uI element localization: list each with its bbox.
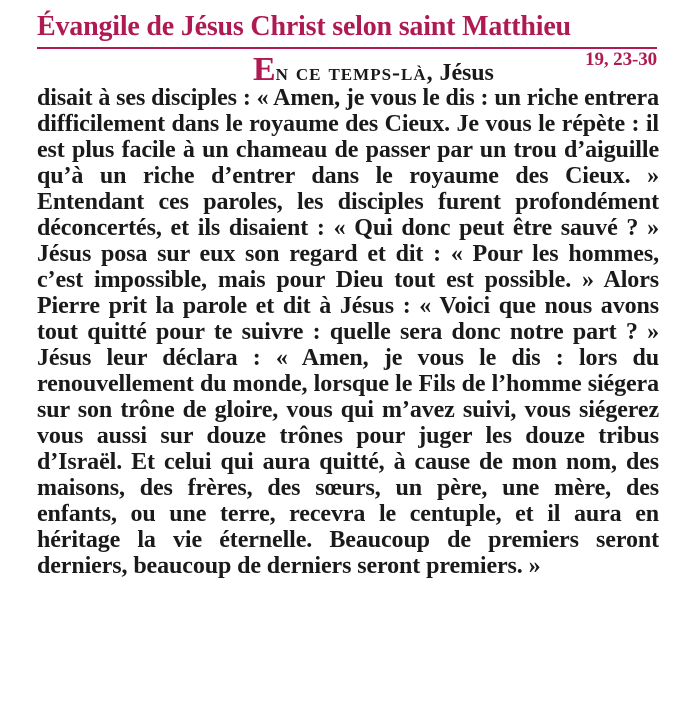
verse-reference: 19, 23-30: [585, 49, 657, 70]
gospel-reading: [37, 10, 659, 579]
title-divider: [37, 47, 657, 49]
reading-body: [37, 49, 659, 579]
opening-rest: Jésus: [433, 60, 494, 86]
reading-text: disait à ses disciples : « Amen, je vous le dis : un riche entrera difficilement dans le royaume des Cieux. Je vous le répète : il est plus facile à un chameau de passer par un trou d’aiguille qu’à un riche d’entrer dans le royaume des Cieux. » Entendant ces paroles, les disciples furent profondément déconcertés, et ils disaient : « Qui donc peut être sauvé ? » Jésus posa sur eux son regard et dit : « Pour les hommes, c’est impossible, mais pour Dieu tout est possible. » Alors Pierre prit la parole et dit à Jésus : « Voici que nous avons tout quitté pour te suivre : quelle sera donc notre part ? » Jésus leur déclara : « Amen, je vous le dis : lors du renouvellement du monde, lorsque le Fils de l’homme siégera sur son trône de gloire, vous qui m’avez suivi, vous siégerez vous aussi sur douze trônes pour juger les douze tribus d’Israël. Et celui qui aura quitté, à cause de mon nom, des maisons, des frères, des sœurs, un père, une mère, des enfants, ou une terre, recevra le centuple, et il aura en héritage la vie éternelle. Beaucoup de premiers seront derniers, beaucoup de derniers seront premiers. »: [37, 85, 659, 579]
opening-smallcaps: n ce temps-là,: [275, 60, 434, 86]
page-title: Évangile de Jésus Christ selon saint Matthieu: [37, 11, 571, 42]
drop-cap: E: [253, 51, 276, 88]
opening-line: [37, 51, 659, 88]
